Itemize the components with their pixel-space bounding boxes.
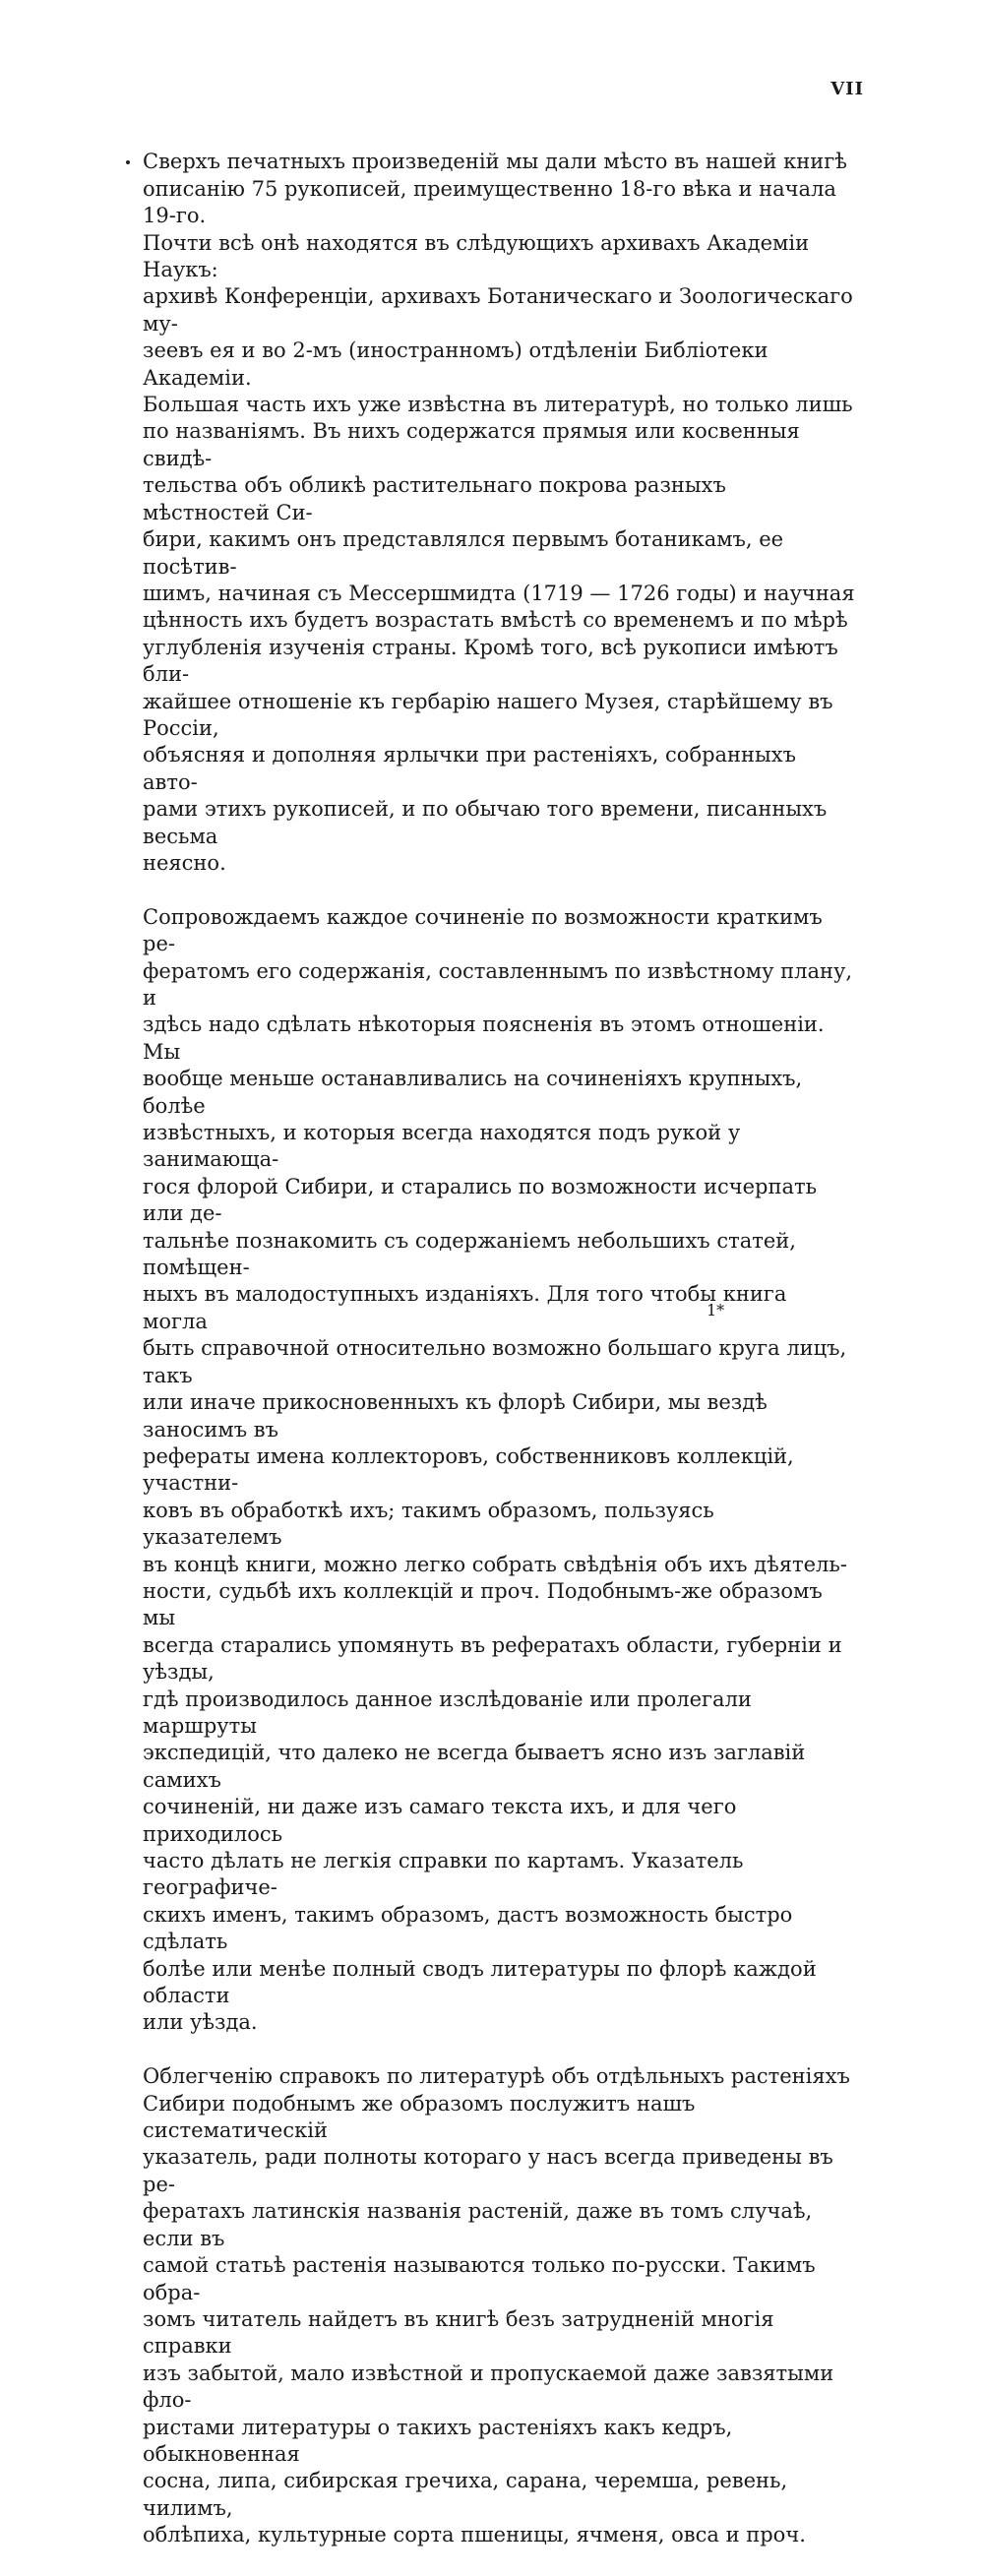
signature-mark: 1* — [707, 1301, 725, 1319]
paragraph: Облегченiю справокъ по литературѣ объ отдѣльныхъ растенiяхъ Сибири подобнымъ же образомъ послужитъ нашъ систематическiй указатель, ради полноты котораго у насъ всегда приведены въ ре- фератахъ латинскiя названiя растенiй, даже въ томъ случаѣ, если въ самой статьѣ растенiя называются только по-русски. Такимъ обра- зомъ читатель найдетъ въ книгѣ безъ затрудненiй многiя справки изъ забытой, мало извѣстной и пропускаемой даже завзятыми фло- ристами литературы о такихъ растенiяхъ какъ кедръ, обыкновенная сосна, липа, сибирская гречиха, сарана, черемша, ревень, чилимъ, облѣпиха, культурные сорта пшеницы, ячменя, овса и проч. — [143, 2064, 850, 2547]
paragraph: Сопровождаемъ каждое сочиненiе по возможности краткимъ ре- фератомъ его содержанiя, составленнымъ по извѣстному плану, и здѣсь надо сдѣлать нѣкоторыя поясненiя въ этомъ отношенiи. Мы вообще меньше останавливались на сочиненiяхъ крупныхъ, болѣе извѣстныхъ, и которыя всегда находятся подъ рукой у занимающа- гося флорой Сибири, и старались по возможности исчерпать или де- тальнѣе познакомить съ содержанiемъ небольшихъ статей, помѣщен- ныхъ въ малодоступныхъ изданiяхъ. Для того чтобы книга могла быть справочной относительно возможно большаго круга лицъ, такъ или иначе прикосновенныхъ къ флорѣ Сибири, мы вездѣ заносимъ въ рефераты имена коллекторовъ, собственниковъ коллекцiй, участни- ковъ въ обработкѣ ихъ; такимъ образомъ, пользуясь указателемъ въ концѣ книги, можно легко собрать свѣдѣнiя объ ихъ дѣятель- ности, судьбѣ ихъ коллекцiй и проч. Подобнымъ-же образомъ мы всегда старались упомянуть въ рефератахъ области, губернiи и уѣзды, гдѣ производилось данное изслѣдованiе или пролегали маршруты экспедицiй, что далеко не всегда бываетъ ясно изъ заглавiй самихъ сочиненiй, ни даже изъ самаго текста ихъ, и для чего приходилось часто дѣлать не легкiя справки по картамъ. Указатель географиче- скихъ именъ, такимъ образомъ, дастъ возможность быстро сдѣлать болѣе или менѣе полный сводъ литературы по флорѣ каждой области или уѣзда. — [143, 904, 853, 2035]
paragraph: Сверхъ печатныхъ произведенiй мы дали мѣсто въ нашей книгѣ описанiю 75 рукописей, преимущественно 18-го вѣка и начала 19-го. Почти всѣ онѣ находятся въ слѣдующихъ архивахъ Академiи Наукъ: архивѣ Конференцiи, архивахъ Ботаническаго и Зоологическаго му- зеевъ ея и во 2-мъ (иностранномъ) отдѣленiи Библiотеки Академiи. Большая часть ихъ уже извѣстна въ литературѣ, но только лишь по названiямъ. Въ нихъ содержатся прямыя или косвенныя свидѣ- тельства объ обликѣ растительнаго покрова разныхъ мѣстностей Си- бири, какимъ онъ представлялся первымъ ботаникамъ, ее посѣтив- шимъ, начиная съ Мессершмидта (1719 — 1726 годы) и научная цѣнность ихъ будетъ возрастать вмѣстѣ со временемъ и по мѣрѣ углубленiя изученiя страны. Кромѣ того, всѣ рукописи имѣютъ бли- жайшее отношенiе къ гербарiю нашего Музея, старѣйшему въ Россiи, объясняя и дополняя ярлычки при растенiяхъ, собранныхъ авто- рами этихъ рукописей, и по обычаю того времени, писанныхъ весьма неясно. — [143, 150, 855, 875]
margin-mark — [126, 160, 130, 164]
body-text — [143, 122, 856, 2576]
page-number: VII — [830, 79, 864, 99]
